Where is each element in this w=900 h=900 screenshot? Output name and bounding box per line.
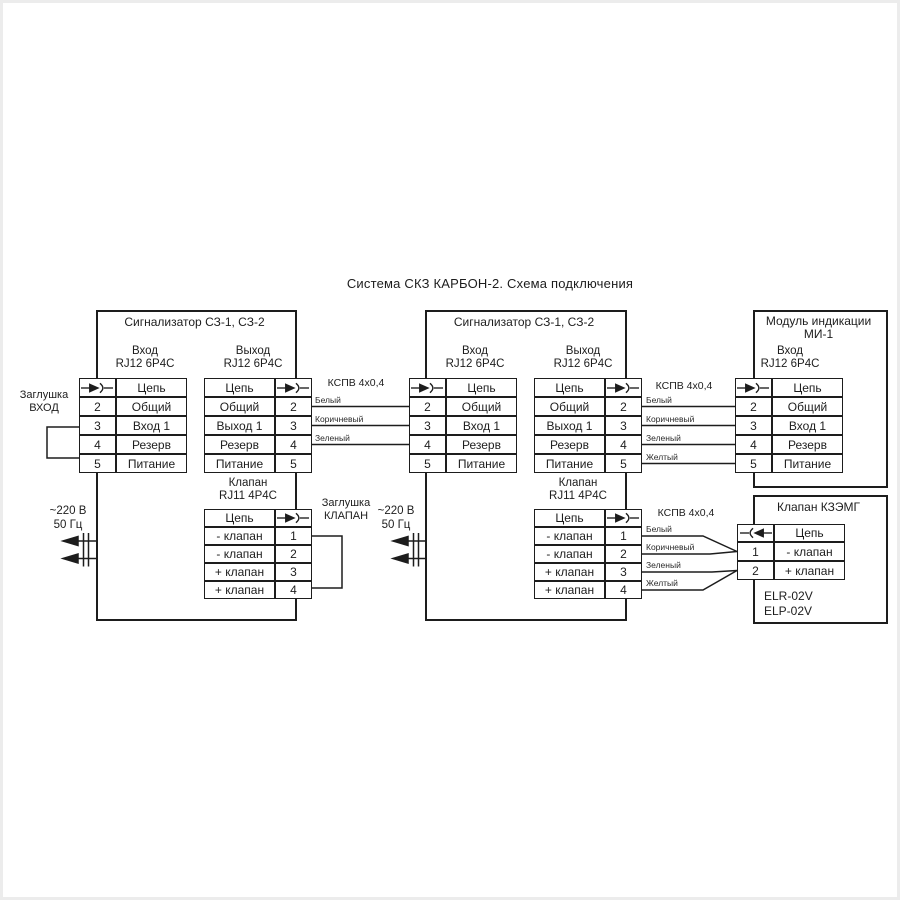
input-plug-bracket [47,427,79,458]
pin-cell: 2 [605,397,642,416]
port-connector: RJ12 6P4C [553,358,613,370]
wire-color-label: Зеленый [646,560,681,570]
wire-color-label: Коричневый [646,542,695,552]
wire-color-label: Зеленый [646,433,681,443]
pin-cell: 3 [275,416,312,435]
circuit-cell: Общий [772,397,843,416]
circuit-cell: - клапан [534,545,605,563]
power-entry-signaller2 [393,533,426,567]
port-connector: RJ11 4P4C [219,490,277,502]
diagram-title: Система СКЗ КАРБОН-2. Схема подключения [346,276,634,291]
circuit-cell: Резерв [772,435,843,454]
circuit-cell: + клапан [204,581,275,599]
plug-label-line2: ВХОД [29,402,59,414]
wire-color-label: Желтый [646,578,678,588]
pin-cell: 3 [409,416,446,435]
wire-color-label: Белый [646,524,672,534]
port-name: Вход [131,345,158,357]
pin-cell: 3 [275,563,312,581]
pin-cell: 4 [735,435,772,454]
circuit-cell: Резерв [534,435,605,454]
circuit-header-cell: Цепь [116,378,187,397]
wire-color-label: Желтый [646,452,678,462]
power-frequency: 50 Гц [381,519,411,531]
circuit-cell: Питание [772,454,843,473]
pin-cell: 5 [79,454,116,473]
signaller-1-title: Сигнализатор СЗ-1, СЗ-2 [124,315,265,329]
circuit-cell: Общий [534,397,605,416]
pin-cell: 2 [737,561,774,580]
power-frequency: 50 Гц [53,519,83,531]
indicator-module-title-line2: МИ-1 [803,327,834,341]
pin-cell: 4 [605,435,642,454]
port-name: Клапан [228,477,268,489]
circuit-cell: Питание [534,454,605,473]
valve-unit-title: Клапан КЗЭМГ [776,500,861,514]
circuit-cell: - клапан [534,527,605,545]
power-label-signaller1 [28,504,108,532]
wire-green [641,571,737,573]
port-name: Вход [776,345,803,357]
pin-cell: 4 [409,435,446,454]
circuit-cell: Резерв [446,435,517,454]
pin-cell: 3 [735,416,772,435]
pin-cell: 5 [735,454,772,473]
circuit-cell: Выход 1 [204,416,275,435]
pin-cell: 2 [275,397,312,416]
circuit-cell: Питание [116,454,187,473]
wire-color-label: Белый [646,395,672,405]
pin-cell: 3 [605,416,642,435]
circuit-cell: Общий [204,397,275,416]
power-voltage: ~220 В [377,505,415,517]
circuit-cell: Вход 1 [446,416,517,435]
valve-model-1: ELR-02V [764,589,813,603]
circuit-cell: Выход 1 [534,416,605,435]
cable-label-2: КСПВ 4х0,4 [655,380,713,392]
circuit-cell: + клапан [534,563,605,581]
arrow-left-icon [63,554,78,563]
signaller-2-title: Сигнализатор СЗ-1, СЗ-2 [453,315,595,329]
port-connector: RJ12 6P4C [445,358,505,370]
power-entry-signaller1 [63,533,96,567]
port-name: Выход [565,345,601,357]
pin-cell: 4 [275,435,312,454]
circuit-header-cell: Цепь [446,378,517,397]
pin-cell: 4 [605,581,642,599]
pin-cell: 1 [275,527,312,545]
pin-cell: 2 [275,545,312,563]
wire-color-label: Белый [315,395,341,405]
circuit-cell: + клапан [534,581,605,599]
arrow-left-icon [63,537,78,546]
pin-cell: 5 [605,454,642,473]
plug-label-line1: Заглушка [321,497,371,509]
circuit-cell: - клапан [774,542,845,561]
circuit-header-cell: Цепь [534,378,605,397]
port-connector: RJ12 6P4C [760,358,820,370]
port-connector: RJ11 4P4C [549,490,607,502]
circuit-cell: + клапан [774,561,845,580]
arrow-left-icon [393,554,408,563]
valve-unit-models [764,589,813,619]
circuit-cell: Питание [446,454,517,473]
power-label-signaller2 [356,504,436,532]
circuit-cell: - клапан [204,545,275,563]
circuit-cell: Общий [116,397,187,416]
circuit-header-cell: Цепь [772,378,843,397]
circuit-cell: Вход 1 [116,416,187,435]
pin-cell: 3 [605,563,642,581]
port-connector: RJ12 6P4C [115,358,175,370]
circuit-cell: Вход 1 [772,416,843,435]
valve-plug-bracket [312,536,342,588]
valve-model-2: ELP-02V [764,604,813,618]
plug-label-line2: КЛАПАН [323,510,369,522]
cable-label-3: КСПВ 4х0,4 [657,507,715,519]
port-connector: RJ12 6P4C [223,358,283,370]
circuit-cell: Резерв [204,435,275,454]
pin-cell: 5 [275,454,312,473]
circuit-header-cell: Цепь [204,509,275,527]
wire-color-label: Коричневый [646,414,695,424]
pin-cell: 2 [409,397,446,416]
wire-color-label: Зеленый [315,433,350,443]
cable-label-1: КСПВ 4х0,4 [327,377,385,389]
wire-color-label: Коричневый [315,414,364,424]
indicator-module-title-line1: Модуль индикации [765,314,872,328]
arrow-left-icon [393,537,408,546]
circuit-header-cell: Цепь [204,378,275,397]
circuit-cell: Резерв [116,435,187,454]
input-plug-label [4,389,84,415]
pin-cell: 4 [275,581,312,599]
pin-cell: 2 [735,397,772,416]
circuit-cell: + клапан [204,563,275,581]
pin-cell: 2 [605,545,642,563]
pin-cell: 3 [79,416,116,435]
circuit-header-cell: Цепь [774,524,845,542]
circuit-cell: Питание [204,454,275,473]
circuit-cell: - клапан [204,527,275,545]
plug-label-line1: Заглушка [19,389,69,401]
pin-cell: 1 [605,527,642,545]
port-name: Вход [461,345,488,357]
pin-cell: 2 [79,397,116,416]
circuit-cell: Общий [446,397,517,416]
pin-cell: 5 [409,454,446,473]
pin-cell: 4 [79,435,116,454]
power-voltage: ~220 В [49,505,87,517]
pin-cell: 1 [737,542,774,561]
port-name: Выход [235,345,271,357]
circuit-header-cell: Цепь [534,509,605,527]
port-name: Клапан [558,477,598,489]
